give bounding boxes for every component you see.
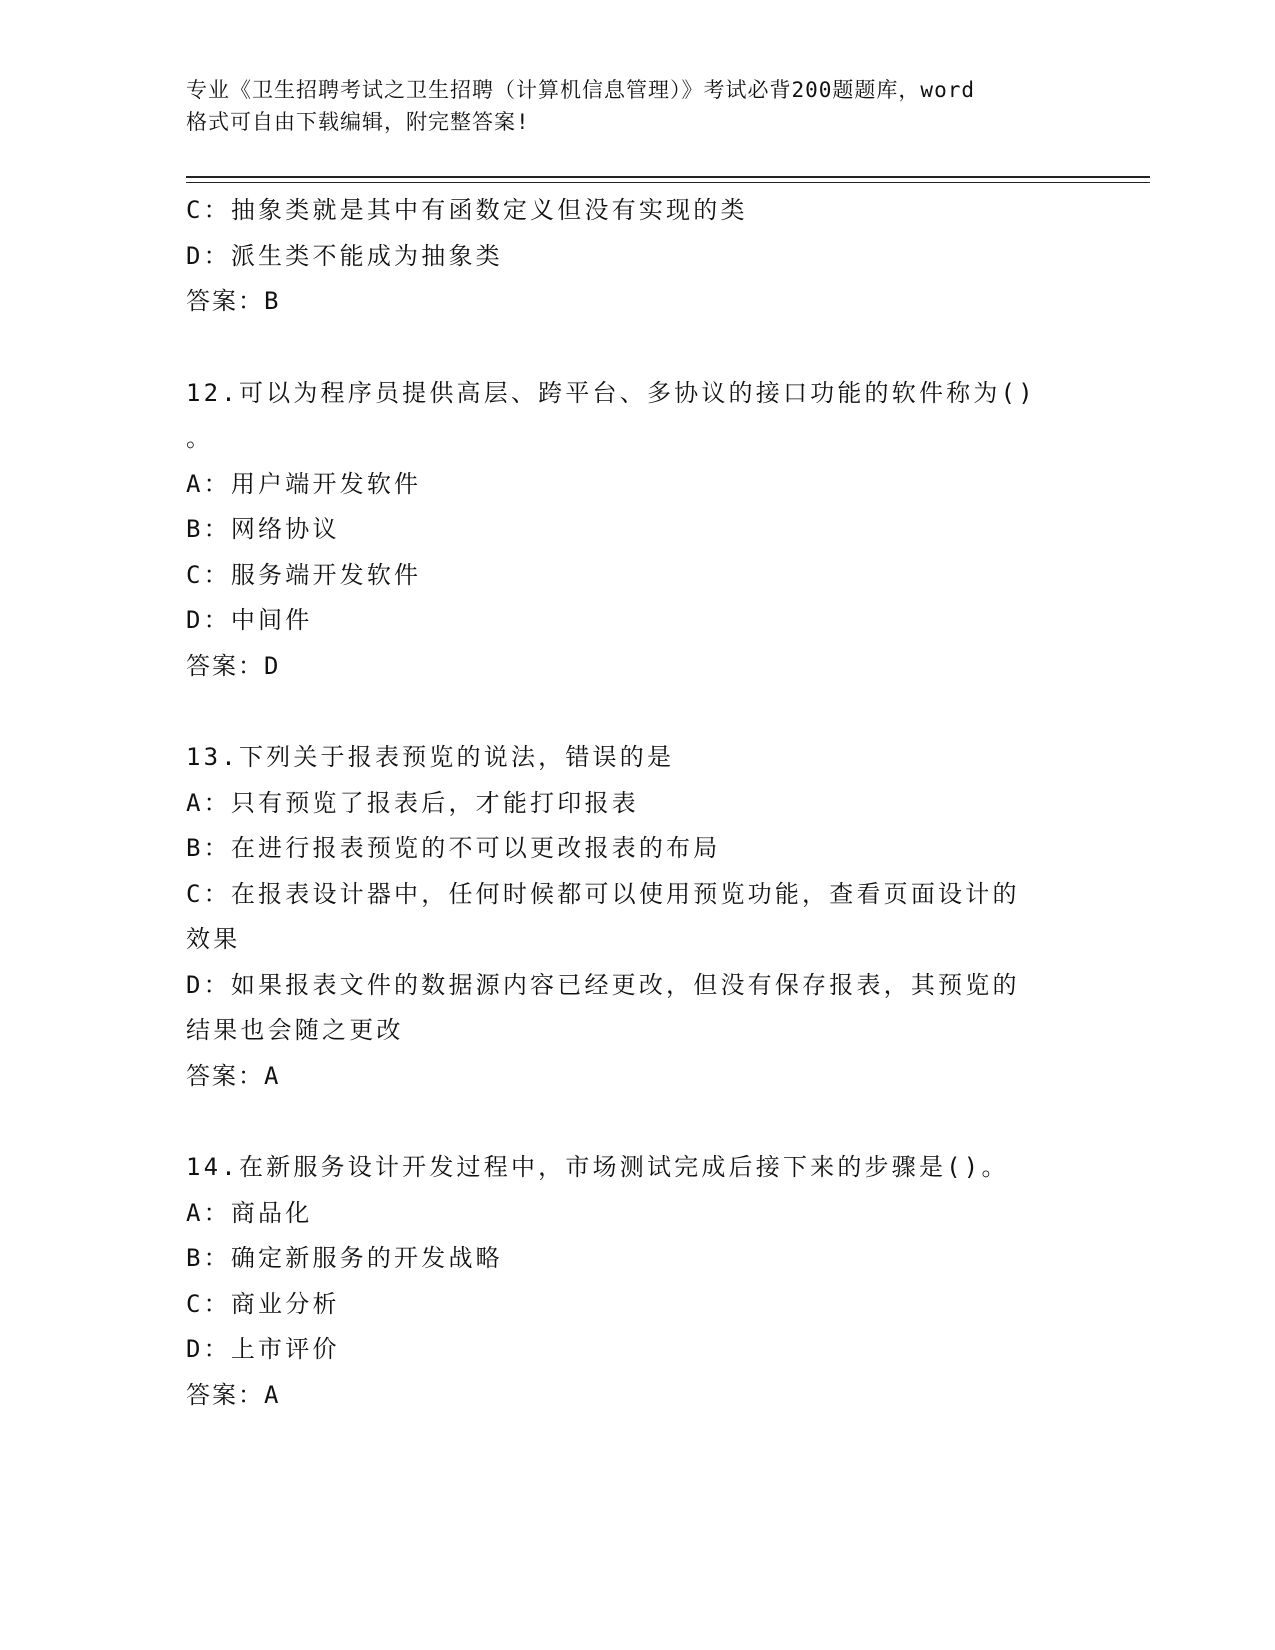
header-divider — [186, 176, 1150, 183]
answer: 答案：B — [186, 287, 281, 315]
spacer — [186, 1099, 1086, 1145]
option-d: D：派生类不能成为抽象类 — [186, 241, 503, 270]
option-c: C：在报表设计器中，任何时候都可以使用预览功能，查看页面设计的 — [186, 879, 1020, 908]
answer: 答案：A — [186, 1061, 281, 1090]
question-stem: 12.可以为程序员提供高层、跨平台、多协议的接口功能的软件称为() — [186, 378, 1036, 407]
option-a: A：用户端开发软件 — [186, 469, 422, 498]
option-c: C：服务端开发软件 — [186, 560, 422, 589]
option-a: A：商品化 — [186, 1198, 313, 1227]
question-13 — [186, 735, 1086, 1099]
option-d-continued: 结果也会随之更改 — [186, 1016, 404, 1044]
question-stem: 14.在新服务设计开发过程中，市场测试完成后接下来的步骤是()。 — [186, 1153, 1009, 1181]
option-d: D：中间件 — [186, 606, 313, 634]
question-stem-continued: 。 — [186, 424, 214, 452]
spacer — [186, 325, 1086, 371]
question-12 — [186, 371, 1086, 690]
question-11 — [186, 188, 1086, 325]
option-a: A：只有预览了报表后，才能打印报表 — [186, 788, 639, 817]
option-d: D：如果报表文件的数据源内容已经更改，但没有保存报表，其预览的 — [186, 970, 1020, 999]
answer: 答案：A — [186, 1380, 281, 1409]
option-c: C：抽象类就是其中有函数定义但没有实现的类 — [186, 196, 748, 224]
document-header — [186, 74, 1086, 138]
spacer — [186, 689, 1086, 735]
answer: 答案：D — [186, 651, 281, 680]
option-c: C：商业分析 — [186, 1289, 340, 1318]
question-list — [186, 188, 1086, 1418]
header-title-line1: 专业《卫生招聘考试之卫生招聘（计算机信息管理）》考试必背200题题库，word — [186, 78, 975, 102]
option-d: D：上市评价 — [186, 1335, 340, 1363]
question-stem: 13.下列关于报表预览的说法，错误的是 — [186, 743, 675, 771]
option-c-continued: 效果 — [186, 925, 241, 953]
header-title-line2: 格式可自由下载编辑，附完整答案! — [186, 110, 530, 134]
option-b: B：确定新服务的开发战略 — [186, 1244, 503, 1272]
option-b: B：网络协议 — [186, 515, 340, 543]
option-b: B：在进行报表预览的不可以更改报表的布局 — [186, 834, 721, 862]
question-14 — [186, 1145, 1086, 1418]
